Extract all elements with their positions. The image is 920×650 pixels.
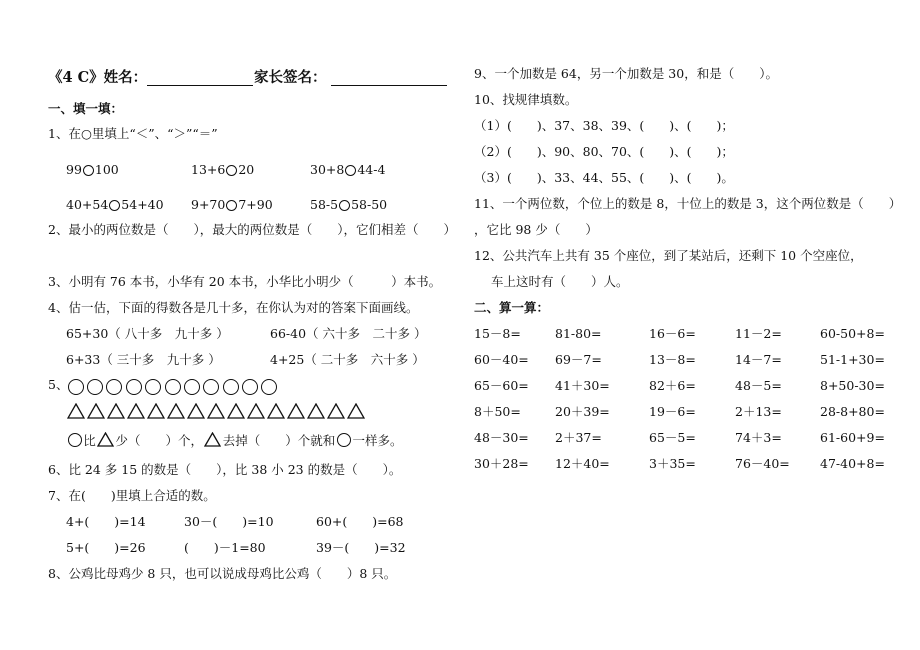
q3-text: 3、小明有 76 本书，小华有 20 本书，小华比小明少（ ）本书。 xyxy=(48,274,442,289)
calc-item[interactable]: 16－6= xyxy=(649,326,696,341)
compare-circle-icon[interactable] xyxy=(83,165,94,176)
calc-item[interactable]: 81-80= xyxy=(555,326,602,341)
calc-item[interactable]: 60－40= xyxy=(474,352,529,367)
triangle-icon xyxy=(97,432,114,451)
triangle-icon xyxy=(187,403,205,423)
calc-item[interactable]: 19－6= xyxy=(649,404,696,419)
circle-icon xyxy=(126,379,142,395)
q2-text: 2、最小的两位数是（ ），最大的两位数是（ ），它们相差（ ） xyxy=(48,222,456,237)
compare-circle-icon[interactable] xyxy=(109,200,120,211)
triangle-icon xyxy=(167,403,185,423)
calc-item[interactable]: 48－5= xyxy=(735,378,782,393)
calc-item[interactable]: 82＋6= xyxy=(649,378,696,393)
triangle-icon xyxy=(247,403,265,423)
q12-line2: 车上这时有（ ）人。 xyxy=(491,274,629,289)
q1-item-3: 30+8 44-4 xyxy=(310,162,386,177)
calc-item[interactable]: 12＋40= xyxy=(555,456,610,471)
triangle-icon xyxy=(327,403,345,423)
q1-item-5: 9+70 7+90 xyxy=(191,197,273,212)
section1-title: 一、填一填： xyxy=(48,101,124,116)
q1-item-1: 99 100 xyxy=(66,162,119,177)
triangle-icon xyxy=(147,403,165,423)
circle-icon xyxy=(223,379,239,395)
calc-item[interactable]: 11－2= xyxy=(735,326,782,341)
section2-title: 二、算一算： xyxy=(474,300,550,315)
q11-text: 11、一个两位数，个位上的数是 8，十位上的数是 3，这个两位数是（ ） xyxy=(474,196,902,211)
q5-triangle-row xyxy=(66,402,366,423)
calc-item[interactable]: 51-1+30= xyxy=(820,352,885,367)
q7-text: 7、在( )里填上合适的数。 xyxy=(48,488,216,503)
q4-item-1[interactable]: 65+30（ 八十多 九十多 ） xyxy=(66,326,229,341)
circle-icon xyxy=(337,433,351,447)
q7-item-3[interactable]: 60+( )=68 xyxy=(316,514,404,529)
triangle-icon xyxy=(87,403,105,423)
triangle-icon xyxy=(307,403,325,423)
q10-item-3[interactable]: （3）( )、33、44、55、( )、( )。 xyxy=(474,170,734,185)
calc-item[interactable]: 8＋50= xyxy=(474,404,521,419)
compare-circle-icon[interactable] xyxy=(345,165,356,176)
circle-icon xyxy=(68,379,84,395)
q11-continuation: ，它比 98 少（ ） xyxy=(474,222,598,237)
q5-circle-row xyxy=(66,378,279,397)
q7-item-4[interactable]: 5+( )=26 xyxy=(66,540,146,555)
q8-text: 8、公鸡比母鸡少 8 只，也可以说成母鸡比公鸡（ ）8 只。 xyxy=(48,566,397,581)
calc-item[interactable]: 69－7= xyxy=(555,352,602,367)
calc-item[interactable]: 13－8= xyxy=(649,352,696,367)
calc-item[interactable]: 47-40+8= xyxy=(820,456,885,471)
circle-icon xyxy=(68,433,82,447)
q1-item-6: 58-5 58-50 xyxy=(310,197,388,212)
calc-item[interactable]: 74＋3= xyxy=(735,430,782,445)
triangle-icon xyxy=(204,432,221,451)
compare-circle-icon[interactable] xyxy=(226,200,237,211)
q5-question: 比 少（ ）个， 去掉（ ）个就和 一样多。 xyxy=(66,432,403,451)
circle-icon xyxy=(184,379,200,395)
compare-circle-icon[interactable] xyxy=(226,165,237,176)
triangle-icon xyxy=(227,403,245,423)
triangle-icon xyxy=(107,403,125,423)
sign-blank-line[interactable] xyxy=(331,85,447,86)
calc-item[interactable]: 2＋37= xyxy=(555,430,602,445)
circle-icon xyxy=(242,379,258,395)
q10-item-2[interactable]: （2）( )、90、80、70、( )、( )； xyxy=(474,144,734,159)
triangle-icon xyxy=(267,403,285,423)
triangle-icon xyxy=(287,403,305,423)
calc-item[interactable]: 48－30= xyxy=(474,430,529,445)
calc-item[interactable]: 60-50+8= xyxy=(820,326,885,341)
q4-item-3[interactable]: 6+33（ 三十多 九十多 ） xyxy=(66,352,221,367)
calc-item[interactable]: 28-8+80= xyxy=(820,404,885,419)
circle-icon xyxy=(165,379,181,395)
calc-item[interactable]: 3＋35= xyxy=(649,456,696,471)
q7-item-6[interactable]: 39－( )=32 xyxy=(316,540,406,555)
q12-line1: 12、公共汽车上共有 35 个座位，到了某站后，还剩下 10 个空座位， xyxy=(474,248,863,263)
calc-item[interactable]: 30＋28= xyxy=(474,456,529,471)
q4-item-4[interactable]: 4+25（ 二十多 六十多 ） xyxy=(270,352,425,367)
q5-number: 5、 xyxy=(48,377,69,392)
q7-item-2[interactable]: 30－( )=10 xyxy=(184,514,274,529)
calc-item[interactable]: 20＋39= xyxy=(555,404,610,419)
calc-item[interactable]: 65－5= xyxy=(649,430,696,445)
q10-text: 10、找规律填数。 xyxy=(474,92,578,107)
class-name-label: 《4 C》姓名： xyxy=(48,69,148,86)
calc-item[interactable]: 15－8= xyxy=(474,326,521,341)
name-blank-line[interactable] xyxy=(147,85,253,86)
q1-text: 1、在○里填上“＜”、“＞”“＝” xyxy=(48,126,218,141)
calc-item[interactable]: 14－7= xyxy=(735,352,782,367)
calc-item[interactable]: 65－60= xyxy=(474,378,529,393)
q6-text: 6、比 24 多 15 的数是（ ），比 38 小 23 的数是（ ）。 xyxy=(48,462,402,477)
circle-icon xyxy=(145,379,161,395)
compare-circle-icon[interactable] xyxy=(339,200,350,211)
calc-item[interactable]: 41＋30= xyxy=(555,378,610,393)
triangle-icon xyxy=(127,403,145,423)
triangle-icon xyxy=(67,403,85,423)
q4-text: 4、估一估，下面的得数各是几十多，在你认为对的答案下面画线。 xyxy=(48,300,419,315)
triangle-icon xyxy=(207,403,225,423)
circle-icon xyxy=(203,379,219,395)
q10-item-1[interactable]: （1）( )、37、38、39、( )、( )； xyxy=(474,118,734,133)
calc-item[interactable]: 76－40= xyxy=(735,456,790,471)
calc-item[interactable]: 8+50-30= xyxy=(820,378,885,393)
q4-item-2[interactable]: 66-40（ 六十多 二十多 ） xyxy=(270,326,427,341)
circle-icon xyxy=(261,379,277,395)
q9-text: 9、一个加数是 64，另一个加数是 30，和是（ ）。 xyxy=(474,66,778,81)
parent-sign-label: 家长签名： xyxy=(254,69,327,86)
q1-item-2: 13+6 20 xyxy=(191,162,255,177)
calc-item[interactable]: 2＋13= xyxy=(735,404,782,419)
q7-item-1[interactable]: 4+( )=14 xyxy=(66,514,146,529)
q7-item-5[interactable]: ( )－1=80 xyxy=(184,540,266,555)
circle-icon xyxy=(106,379,122,395)
calc-item[interactable]: 61-60+9= xyxy=(820,430,885,445)
circle-icon xyxy=(87,379,103,395)
triangle-icon xyxy=(347,403,365,423)
q1-item-4: 40+54 54+40 xyxy=(66,197,164,212)
